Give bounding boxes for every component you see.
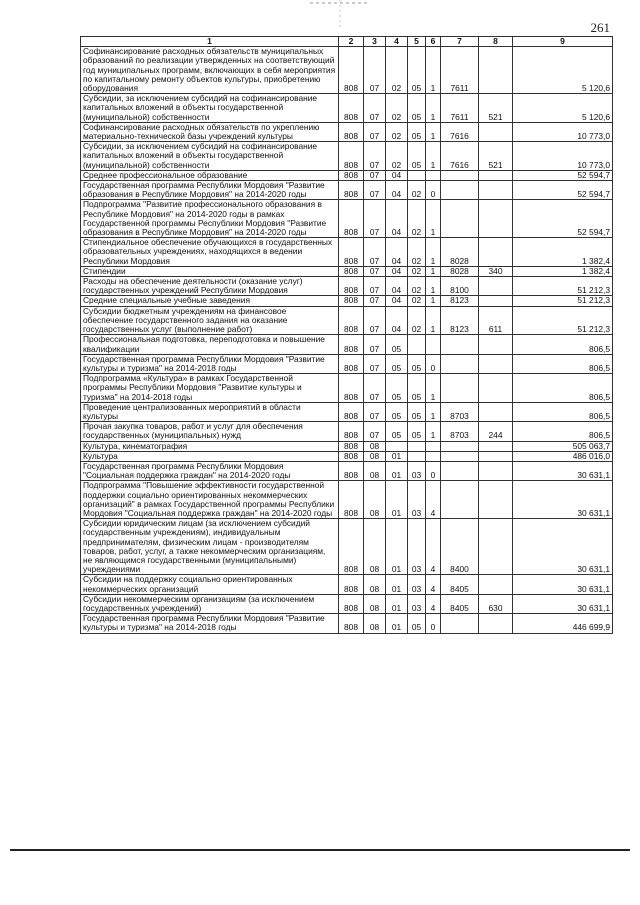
header-row [81, 37, 613, 47]
table-row [81, 374, 613, 403]
amount-cell: 806,5 [513, 354, 613, 373]
code-cell: 02 [386, 142, 408, 171]
code-cell: 04 [386, 170, 408, 180]
code-cell: 808 [339, 47, 364, 94]
code-cell: 08 [364, 451, 386, 461]
table-row [81, 594, 613, 613]
code-cell: 8703 [441, 422, 479, 441]
table-row [81, 142, 613, 171]
code-cell [479, 575, 513, 594]
amount-cell: 30 631,1 [513, 461, 613, 480]
code-cell [441, 614, 479, 633]
code-cell [479, 374, 513, 403]
header-cell: 4 [386, 37, 408, 47]
page-number: 261 [590, 20, 610, 35]
binding-mark [300, 0, 380, 30]
table-row [81, 402, 613, 421]
code-cell: 02 [386, 122, 408, 141]
table-row [81, 170, 613, 180]
amount-cell: 5 120,6 [513, 94, 613, 123]
amount-cell: 1 382,4 [513, 266, 613, 276]
code-cell: 521 [479, 142, 513, 171]
table-row [81, 122, 613, 141]
code-cell: 4 [426, 594, 441, 613]
code-cell: 1 [426, 277, 441, 296]
code-cell [479, 354, 513, 373]
code-cell: 1 [426, 422, 441, 441]
code-cell: 07 [364, 422, 386, 441]
header-cell: 3 [364, 37, 386, 47]
code-cell: 01 [386, 575, 408, 594]
code-cell: 04 [386, 181, 408, 200]
code-cell: 02 [408, 306, 426, 335]
code-cell: 4 [426, 575, 441, 594]
code-cell [441, 170, 479, 180]
code-cell: 808 [339, 575, 364, 594]
header-cell: 2 [339, 37, 364, 47]
code-cell: 07 [364, 122, 386, 141]
code-cell: 02 [408, 238, 426, 267]
code-cell [441, 181, 479, 200]
code-cell: 0 [426, 181, 441, 200]
code-cell: 1 [426, 142, 441, 171]
header-cell: 7 [441, 37, 479, 47]
table-row [81, 461, 613, 480]
row-name-cell: Культура [81, 451, 339, 461]
code-cell: 07 [364, 402, 386, 421]
code-cell: 07 [364, 181, 386, 200]
code-cell: 808 [339, 614, 364, 633]
code-cell: 1 [426, 200, 441, 238]
table-row [81, 575, 613, 594]
code-cell: 08 [364, 519, 386, 575]
table-row [81, 277, 613, 296]
code-cell: 04 [386, 200, 408, 238]
code-cell: 07 [364, 266, 386, 276]
code-cell: 8405 [441, 575, 479, 594]
row-name-cell: Профессиональная подготовка, переподготовка и повышение квалификации [81, 335, 339, 354]
code-cell: 08 [364, 441, 386, 451]
amount-cell: 52 594,7 [513, 170, 613, 180]
code-cell [441, 354, 479, 373]
table-row [81, 335, 613, 354]
code-cell: 808 [339, 451, 364, 461]
row-name-cell: Среднее профессиональное образование [81, 170, 339, 180]
code-cell [479, 614, 513, 633]
code-cell: 08 [364, 594, 386, 613]
table-row [81, 200, 613, 238]
header-cell: 6 [426, 37, 441, 47]
amount-cell: 30 631,1 [513, 575, 613, 594]
code-cell [426, 335, 441, 354]
code-cell [479, 296, 513, 306]
header-cell: 8 [479, 37, 513, 47]
code-cell: 05 [408, 47, 426, 94]
code-cell: 05 [408, 614, 426, 633]
code-cell: 808 [339, 170, 364, 180]
table-row [81, 306, 613, 335]
code-cell [441, 441, 479, 451]
code-cell [479, 170, 513, 180]
code-cell: 05 [386, 402, 408, 421]
code-cell: 01 [386, 519, 408, 575]
code-cell: 01 [386, 481, 408, 519]
table-row [81, 181, 613, 200]
code-cell [479, 481, 513, 519]
header-cell: 9 [513, 37, 613, 47]
code-cell [479, 402, 513, 421]
table-row [81, 47, 613, 94]
code-cell: 02 [408, 181, 426, 200]
code-cell: 04 [386, 238, 408, 267]
amount-cell: 52 594,7 [513, 181, 613, 200]
code-cell [479, 451, 513, 461]
table-row [81, 422, 613, 441]
code-cell: 808 [339, 181, 364, 200]
code-cell [426, 170, 441, 180]
amount-cell: 806,5 [513, 402, 613, 421]
amount-cell: 30 631,1 [513, 519, 613, 575]
code-cell [479, 238, 513, 267]
code-cell: 7611 [441, 47, 479, 94]
code-cell: 808 [339, 481, 364, 519]
table-row [81, 94, 613, 123]
code-cell: 808 [339, 354, 364, 373]
row-name-cell: Субсидии, за исключением субсидий на софинансирование капитальных вложений в объекты государственной (муниципальной) собственности [81, 94, 339, 123]
code-cell: 04 [386, 277, 408, 296]
code-cell: 02 [408, 266, 426, 276]
row-name-cell: Культура, кинематография [81, 441, 339, 451]
row-name-cell: Государственная программа Республики Мордовия "Социальная поддержка граждан" на 2014-2020 годы [81, 461, 339, 480]
row-name-cell: Средние специальные учебные заведения [81, 296, 339, 306]
code-cell: 04 [386, 266, 408, 276]
code-cell: 04 [386, 306, 408, 335]
code-cell: 808 [339, 374, 364, 403]
amount-cell: 51 212,3 [513, 296, 613, 306]
row-name-cell: Субсидии, за исключением субсидий на софинансирование капитальных вложений в объекты государственной (муниципальной) собственности [81, 142, 339, 171]
code-cell: 03 [408, 461, 426, 480]
code-cell: 8028 [441, 266, 479, 276]
code-cell [386, 441, 408, 451]
code-cell: 7616 [441, 142, 479, 171]
code-cell: 808 [339, 94, 364, 123]
code-cell: 8400 [441, 519, 479, 575]
code-cell: 07 [364, 374, 386, 403]
code-cell: 808 [339, 594, 364, 613]
budget-table [80, 36, 613, 634]
table-row [81, 451, 613, 461]
code-cell: 244 [479, 422, 513, 441]
code-cell [408, 170, 426, 180]
code-cell [408, 441, 426, 451]
code-cell: 0 [426, 614, 441, 633]
code-cell: 01 [386, 461, 408, 480]
amount-cell: 505 063,7 [513, 441, 613, 451]
header-cell: 1 [81, 37, 339, 47]
amount-cell: 30 631,1 [513, 481, 613, 519]
code-cell: 808 [339, 519, 364, 575]
code-cell: 05 [408, 142, 426, 171]
code-cell: 808 [339, 122, 364, 141]
code-cell: 01 [386, 451, 408, 461]
code-cell: 01 [386, 614, 408, 633]
code-cell: 8123 [441, 296, 479, 306]
code-cell: 07 [364, 170, 386, 180]
row-name-cell: Софинансирование расходных обязательств муниципальных образований по реализации утвержденных на соответствующий год муниципальных программ, включающих в себя мероприятия по капитальному ремонту объектов культуры, приобретению оборудования [81, 47, 339, 94]
code-cell: 05 [408, 402, 426, 421]
code-cell [441, 200, 479, 238]
code-cell: 07 [364, 306, 386, 335]
amount-cell: 5 120,6 [513, 47, 613, 94]
row-name-cell: Подпрограмма «Культура» в рамках Государственной программы Республики Мордовия "Развитие культуры и туризма" на 2014-2018 годы [81, 374, 339, 403]
amount-cell: 446 699,9 [513, 614, 613, 633]
code-cell: 07 [364, 354, 386, 373]
amount-cell: 1 382,4 [513, 238, 613, 267]
code-cell: 01 [386, 594, 408, 613]
code-cell: 07 [364, 94, 386, 123]
code-cell: 05 [408, 354, 426, 373]
code-cell: 340 [479, 266, 513, 276]
code-cell [479, 122, 513, 141]
code-cell: 02 [408, 200, 426, 238]
row-name-cell: Стипендиальное обеспечение обучающихся в государственных образовательных учреждениях, находящихся в ведении Республики Мордовия [81, 238, 339, 267]
code-cell [479, 277, 513, 296]
amount-cell: 806,5 [513, 335, 613, 354]
code-cell: 03 [408, 519, 426, 575]
code-cell: 8123 [441, 306, 479, 335]
table-row [81, 238, 613, 267]
code-cell: 05 [386, 374, 408, 403]
code-cell: 0 [426, 354, 441, 373]
row-name-cell: Субсидии бюджетным учреждениям на финансовое обеспечение государственного задания на оказание государственных услуг (выполнение работ) [81, 306, 339, 335]
table-row [81, 614, 613, 633]
code-cell [479, 200, 513, 238]
code-cell: 8405 [441, 594, 479, 613]
code-cell: 05 [386, 422, 408, 441]
code-cell: 07 [364, 47, 386, 94]
amount-cell: 10 773,0 [513, 142, 613, 171]
code-cell: 07 [364, 335, 386, 354]
amount-cell: 51 212,3 [513, 306, 613, 335]
code-cell [408, 451, 426, 461]
table-row [81, 441, 613, 451]
code-cell: 07 [364, 296, 386, 306]
row-name-cell: Подпрограмма "Развитие профессионального образования в Республике Мордовия" на 2014-2020 годы в рамках Государственной программы Республики Мордовия "Развитие образования в Республике Мордовия" на 2014-2020 годы [81, 200, 339, 238]
code-cell: 07 [364, 200, 386, 238]
amount-cell: 806,5 [513, 374, 613, 403]
code-cell [479, 441, 513, 451]
code-cell: 808 [339, 142, 364, 171]
code-cell: 4 [426, 519, 441, 575]
code-cell [408, 335, 426, 354]
table-row [81, 519, 613, 575]
code-cell: 1 [426, 122, 441, 141]
code-cell [426, 441, 441, 451]
code-cell [479, 519, 513, 575]
amount-cell: 10 773,0 [513, 122, 613, 141]
code-cell: 4 [426, 481, 441, 519]
code-cell: 03 [408, 594, 426, 613]
code-cell: 08 [364, 461, 386, 480]
table-row [81, 354, 613, 373]
table-row [81, 266, 613, 276]
table-row [81, 481, 613, 519]
code-cell [441, 374, 479, 403]
row-name-cell: Субсидии на поддержку социально ориентированных некоммерческих организаций [81, 575, 339, 594]
amount-cell: 52 594,7 [513, 200, 613, 238]
code-cell: 808 [339, 200, 364, 238]
code-cell: 05 [408, 122, 426, 141]
code-cell: 05 [408, 422, 426, 441]
code-cell: 05 [386, 335, 408, 354]
code-cell: 7611 [441, 94, 479, 123]
amount-cell: 51 212,3 [513, 277, 613, 296]
code-cell: 808 [339, 296, 364, 306]
row-name-cell: Государственная программа Республики Мордовия "Развитие образования в Республике Мордовия" на 2014-2020 годы [81, 181, 339, 200]
code-cell [426, 451, 441, 461]
code-cell [441, 451, 479, 461]
amount-cell: 486 016,0 [513, 451, 613, 461]
code-cell: 808 [339, 461, 364, 480]
bottom-rule [10, 849, 630, 851]
code-cell: 1 [426, 94, 441, 123]
code-cell: 04 [386, 296, 408, 306]
code-cell [479, 335, 513, 354]
code-cell [479, 181, 513, 200]
code-cell: 808 [339, 266, 364, 276]
row-name-cell: Софинансирование расходных обязательств по укреплению материально-технической базы учреждений культуры [81, 122, 339, 141]
code-cell: 521 [479, 94, 513, 123]
row-name-cell: Проведение централизованных мероприятий в области культуры [81, 402, 339, 421]
code-cell: 02 [386, 47, 408, 94]
row-name-cell: Прочая закупка товаров, работ и услуг для обеспечения государственных (муниципальных) нужд [81, 422, 339, 441]
row-name-cell: Расходы на обеспечение деятельности (оказание услуг) государственных учреждений Республики Мордовия [81, 277, 339, 296]
code-cell: 8703 [441, 402, 479, 421]
code-cell: 630 [479, 594, 513, 613]
code-cell: 07 [364, 142, 386, 171]
code-cell: 1 [426, 238, 441, 267]
amount-cell: 806,5 [513, 422, 613, 441]
code-cell: 808 [339, 238, 364, 267]
code-cell: 808 [339, 277, 364, 296]
code-cell: 808 [339, 402, 364, 421]
code-cell: 07 [364, 238, 386, 267]
code-cell: 808 [339, 422, 364, 441]
row-name-cell: Субсидии некоммерческим организациям (за исключением государственных учреждений) [81, 594, 339, 613]
code-cell: 8100 [441, 277, 479, 296]
row-name-cell: Подпрограмма "Повышение эффективности государственной поддержки социально ориентированных некоммерческих организаций" в рамках Государственной программы Республики Мордовия "Социальная поддержка граждан" на 2014-2020 годы [81, 481, 339, 519]
code-cell: 05 [386, 354, 408, 373]
code-cell: 808 [339, 441, 364, 451]
row-name-cell: Государственная программа Республики Мордовия "Развитие культуры и туризма" на 2014-2018 годы [81, 354, 339, 373]
code-cell [441, 335, 479, 354]
code-cell: 07 [364, 277, 386, 296]
code-cell: 08 [364, 481, 386, 519]
code-cell: 03 [408, 575, 426, 594]
code-cell: 7616 [441, 122, 479, 141]
code-cell: 02 [408, 296, 426, 306]
code-cell: 05 [408, 374, 426, 403]
code-cell: 08 [364, 575, 386, 594]
code-cell: 808 [339, 335, 364, 354]
code-cell [441, 481, 479, 519]
code-cell: 02 [386, 94, 408, 123]
code-cell [479, 47, 513, 94]
code-cell: 611 [479, 306, 513, 335]
code-cell: 8028 [441, 238, 479, 267]
code-cell [479, 461, 513, 480]
code-cell: 1 [426, 402, 441, 421]
code-cell: 1 [426, 266, 441, 276]
header-cell: 5 [408, 37, 426, 47]
code-cell: 0 [426, 461, 441, 480]
row-name-cell: Государственная программа Республики Мордовия "Развитие культуры и туризма" на 2014-2018 годы [81, 614, 339, 633]
table-row [81, 296, 613, 306]
code-cell: 1 [426, 374, 441, 403]
row-name-cell: Стипендии [81, 266, 339, 276]
code-cell: 1 [426, 296, 441, 306]
code-cell: 1 [426, 306, 441, 335]
code-cell: 05 [408, 94, 426, 123]
amount-cell: 30 631,1 [513, 594, 613, 613]
code-cell: 08 [364, 614, 386, 633]
code-cell [441, 461, 479, 480]
code-cell: 02 [408, 277, 426, 296]
code-cell: 808 [339, 306, 364, 335]
row-name-cell: Субсидии юридическим лицам (за исключением субсидий государственным учреждениям), индивидуальным предпринимателям, физическим лицам - производителям товаров, работ, услуг, а также некоммерческим организациям, не являющимся государственными (муниципальными) учреждениями [81, 519, 339, 575]
code-cell: 03 [408, 481, 426, 519]
code-cell: 1 [426, 47, 441, 94]
